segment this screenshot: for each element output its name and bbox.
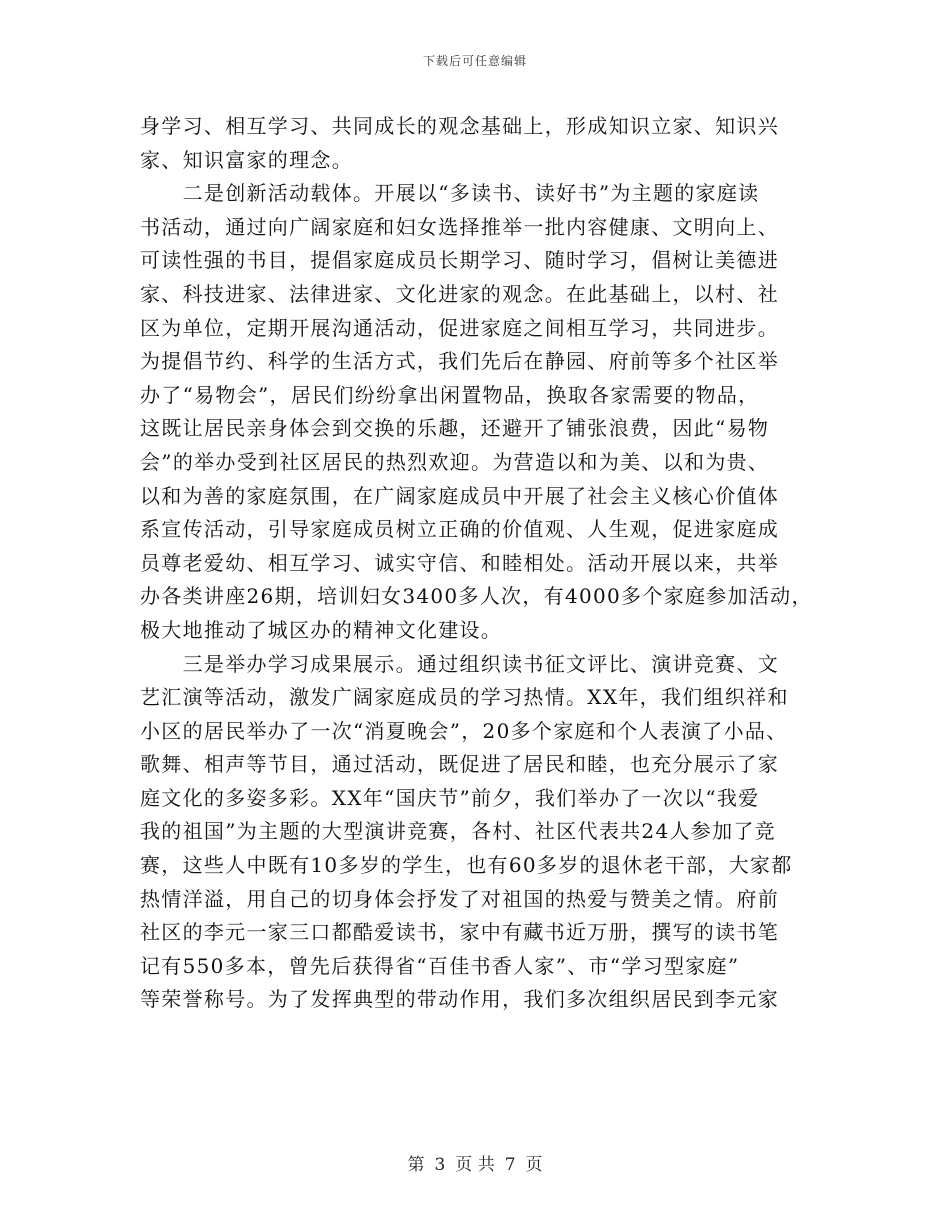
text-line: 极大地推动了城区办的精神文化建设。 [140, 617, 503, 642]
text-line: 办各类讲座26期，培训妇女3400多人次，有4000多个家庭参加活动， [140, 584, 813, 609]
text-line: 家、科技进家、法律进家、文化进家的观念。在此基础上，以村、社 [140, 281, 779, 306]
text-line: 我的祖国”为主题的大型演讲竞赛，各村、社区代表共24人参加了竞 [140, 819, 776, 844]
text-line: 等荣誉称号。为了发挥典型的带动作用，我们多次组织居民到李元家 [140, 987, 779, 1012]
text-line: 员尊老爱幼、相互学习、诚实守信、和睦相处。活动开展以来，共举 [140, 550, 779, 575]
total-pages-number: 7 [504, 1155, 516, 1175]
text-line: 赛，这些人中既有10多岁的学生，也有60多岁的退休老干部，大家都 [140, 853, 793, 878]
text-line: 小区的居民举办了一次“消夏晚会”，20多个家庭和个人表演了小品、 [140, 718, 788, 743]
text-line: 可读性强的书目，提倡家庭成员长期学习、随时学习，倡树让美德进 [140, 248, 779, 273]
text-line: 三是举办学习成果展示。通过组织读书征文评比、演讲竞赛、文 [140, 651, 779, 676]
text-line: 办了“易物会”，居民们纷纷拿出闲置物品，换取各家需要的物品， [140, 382, 760, 407]
footer-prefix: 第 [407, 1155, 425, 1175]
text-line: 歌舞、相声等节目，通过活动，既促进了居民和睦，也充分展示了家 [140, 752, 779, 777]
current-page-number: 3 [434, 1155, 446, 1175]
text-line: 二是创新活动载体。开展以“多读书、读好书”为主题的家庭读 [140, 181, 760, 206]
text-line: 社区的李元一家三口都酷爱读书，家中有藏书近万册，撰写的读书笔 [140, 920, 779, 945]
text-line: 庭文化的多姿多彩。XX年“国庆节”前夕，我们举办了一次以“我爱 [140, 785, 760, 810]
text-line: 以和为善的家庭氛围，在广阔家庭成员中开展了社会主义核心价值体 [140, 483, 779, 508]
document-body [140, 110, 812, 1017]
text-line: 身学习、相互学习、共同成长的观念基础上，形成知识立家、知识兴 [140, 114, 779, 138]
text-line: 艺汇演等活动，激发广阔家庭成员的学习热情。XX年，我们组织祥和 [140, 685, 789, 710]
text-line: 区为单位，定期开展沟通活动，促进家庭之间相互学习，共同进步。 [140, 315, 779, 340]
text-line: 会”的举办受到社区居民的热烈欢迎。为营造以和为美、以和为贵、 [140, 449, 770, 474]
footer-suffix: 页 [525, 1155, 543, 1175]
text-line: 这既让居民亲身体会到交换的乐趣，还避开了铺张浪费，因此“易物 [140, 416, 770, 441]
text-line: 系宣传活动，引导家庭成员树立正确的价值观、人生观，促进家庭成 [140, 517, 779, 542]
text-line: 家、知识富家的理念。 [140, 147, 353, 172]
footer-middle: 页 共 [455, 1155, 495, 1175]
text-line: 为提倡节约、科学的生活方式，我们先后在静园、府前等多个社区举 [140, 349, 779, 374]
text-line: 记有550多本，曾先后获得省“百佳书香人家”、市“学习型家庭” [140, 953, 740, 978]
page-footer [0, 1150, 950, 1175]
text-line: 书活动，通过向广阔家庭和妇女选择推举一批内容健康、文明向上、 [140, 214, 779, 239]
text-line: 热情洋溢，用自己的切身体会抒发了对祖国的热爱与赞美之情。府前 [140, 886, 779, 911]
page-header: 下载后可任意编辑 [422, 54, 527, 68]
